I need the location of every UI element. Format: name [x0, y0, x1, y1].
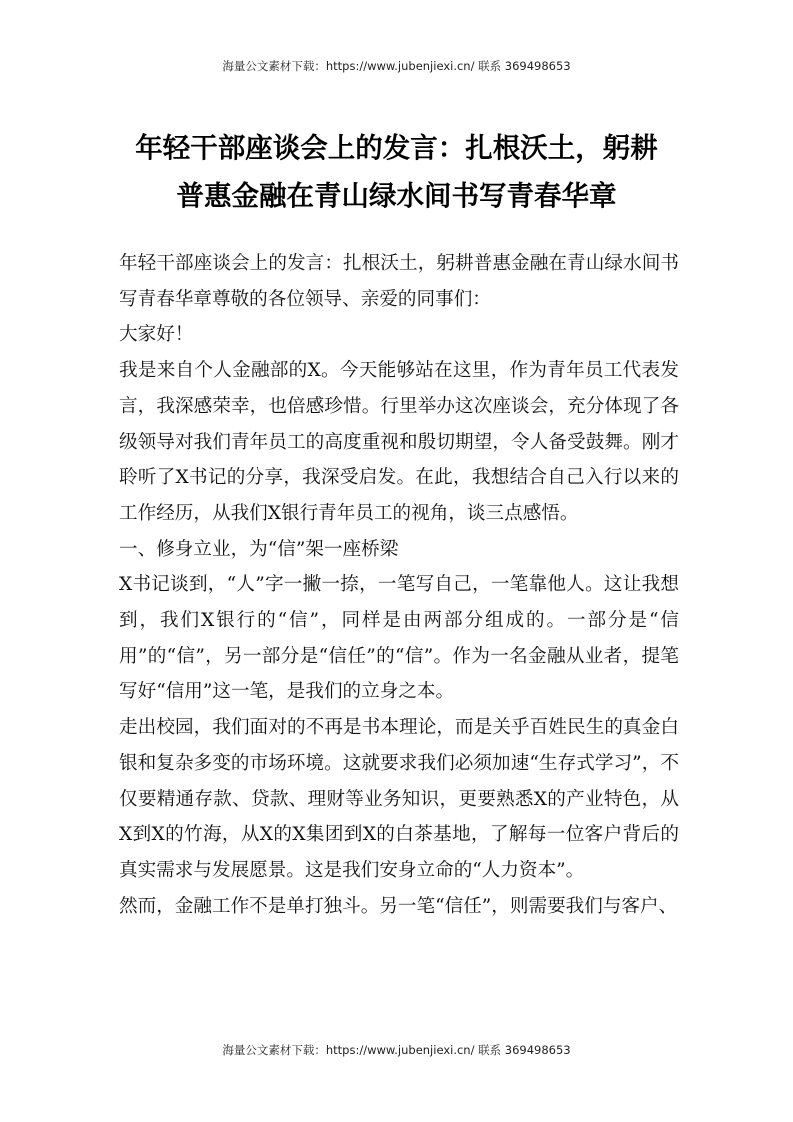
paragraph: 然而，金融工作不是单打独斗。另一笔“信任”，则需要我们与客户、 [119, 895, 678, 917]
document-body [119, 246, 679, 924]
document-title [0, 124, 793, 220]
page-header: 海量公文素材下载：https://www.jubenjiexi.cn/ 联系 369498653 [222, 59, 571, 73]
paragraph: 走出校园，我们面对的不再是书本理论，而是关乎百姓民生的真金白银和复杂多变的市场环境。这就要求我们必须加速“生存式学习”，不仅要精通存款、贷款、理财等业务知识，更要熟悉X的产业特色，从X到X的竹海，从X的X集团到X的白茶基地，了解每一位客户背后的真实需求与发展愿景。这是我们安身立命的“人力资本”。 [119, 717, 679, 881]
title-line-2: 普惠金融在青山绿水间书写青春华章 [176, 180, 617, 212]
paragraph-greeting: 大家好！ [119, 324, 194, 346]
page-footer: 海量公文素材下载：https://www.jubenjiexi.cn/ 联系 369498653 [222, 1043, 571, 1057]
section-heading-1: 一、修身立业，为“信”架一座桥梁 [119, 538, 399, 560]
paragraph-opening: 年轻干部座谈会上的发言：扎根沃土，躬耕普惠金融在青山绿水间书写青春华章尊敬的各位领导、亲爱的同事们： [119, 253, 679, 310]
title-line-1: 年轻干部座谈会上的发言：扎根沃土，躬耕 [135, 132, 658, 164]
paragraph-intro: 我是来自个人金融部的X。今天能够站在这里，作为青年员工代表发言，我深感荣幸，也倍感珍惜。行里举办这次座谈会，充分体现了各级领导对我们青年员工的高度重视和殷切期望，令人备受鼓舞。刚才聆听了X书记的分享，我深受启发。在此，我想结合自己入行以来的工作经历，从我们X银行青年员工的视角，谈三点感悟。 [119, 360, 679, 524]
paragraph: X书记谈到，“人”字一撇一捺，一笔写自己，一笔靠他人。这让我想到，我们X银行的“信”，同样是由两部分组成的。一部分是“信用”的“信”，另一部分是“信任”的“信”。作为一名金融从业者，提笔写好“信用”这一笔，是我们的立身之本。 [119, 574, 679, 703]
